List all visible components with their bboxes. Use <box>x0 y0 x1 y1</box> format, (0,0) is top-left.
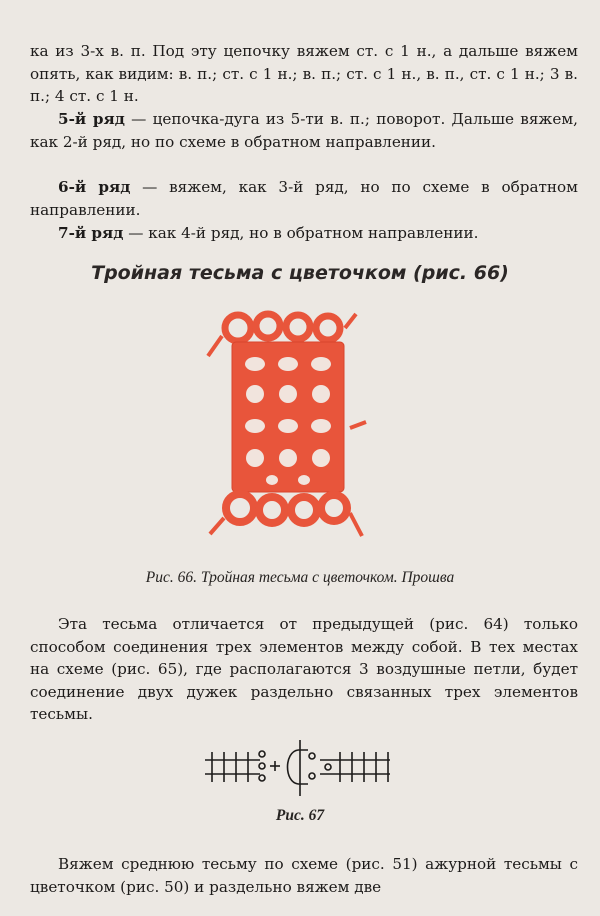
section-heading: Тройная тесьма с цветочком (рис. 66) <box>91 262 509 284</box>
crochet-chart-figure-67 <box>200 738 400 800</box>
figure-66-caption: Рис. 66. Тройная тесьма с цветочком. Прошва <box>145 569 455 586</box>
row-7-text: — как 4-й ряд, но в обратном направлении. <box>123 224 479 242</box>
row-7-paragraph <box>30 222 578 245</box>
paragraph-3-text: Вяжем среднюю тесьму по схеме (рис. 51) ажурной тесьмы с цветочком (рис. 50) и раздельно вяжем две <box>30 855 578 896</box>
row-5-paragraph <box>30 108 578 153</box>
row-5-label: 5-й ряд <box>58 110 125 128</box>
paragraph-1 <box>30 40 578 108</box>
row-5-text: — цепочка-дуга из 5-ти в. п.; поворот. Дальше вяжем, как 2-й ряд, но по схеме в обратном направлении. <box>30 110 578 151</box>
paragraph-1-text: ка из 3-х в. п. Под эту цепочку вяжем ст. с 1 н., а дальше вяжем опять, как видим: в. п.; ст. с 1 н.; в. п.; ст. с 1 н., в. п., ст. с 1 н.; 3 в. п.; 4 ст. с 1 н. <box>30 42 578 105</box>
figure-67-caption: Рис. 67 <box>275 807 325 824</box>
paragraph-3 <box>30 853 578 898</box>
paragraph-2-text: Эта тесьма отличается от предыдущей (рис. 64) только способом соединения трех элементов между собой. В тех местах на схеме (рис. 65), где располагаются 3 воздушные петли, будет соединение двух дужек раздельно связанных трех элементов тесьмы. <box>30 615 578 723</box>
row-7-label: 7-й ряд <box>58 224 124 242</box>
lace-photo-figure-66 <box>200 308 376 546</box>
row-6-text: — вяжем, как 3-й ряд, но по схеме в обратном направлении. <box>30 178 578 219</box>
row-6-label: 6-й ряд <box>58 178 131 196</box>
row-6-paragraph <box>30 176 578 221</box>
paragraph-2 <box>30 613 578 726</box>
